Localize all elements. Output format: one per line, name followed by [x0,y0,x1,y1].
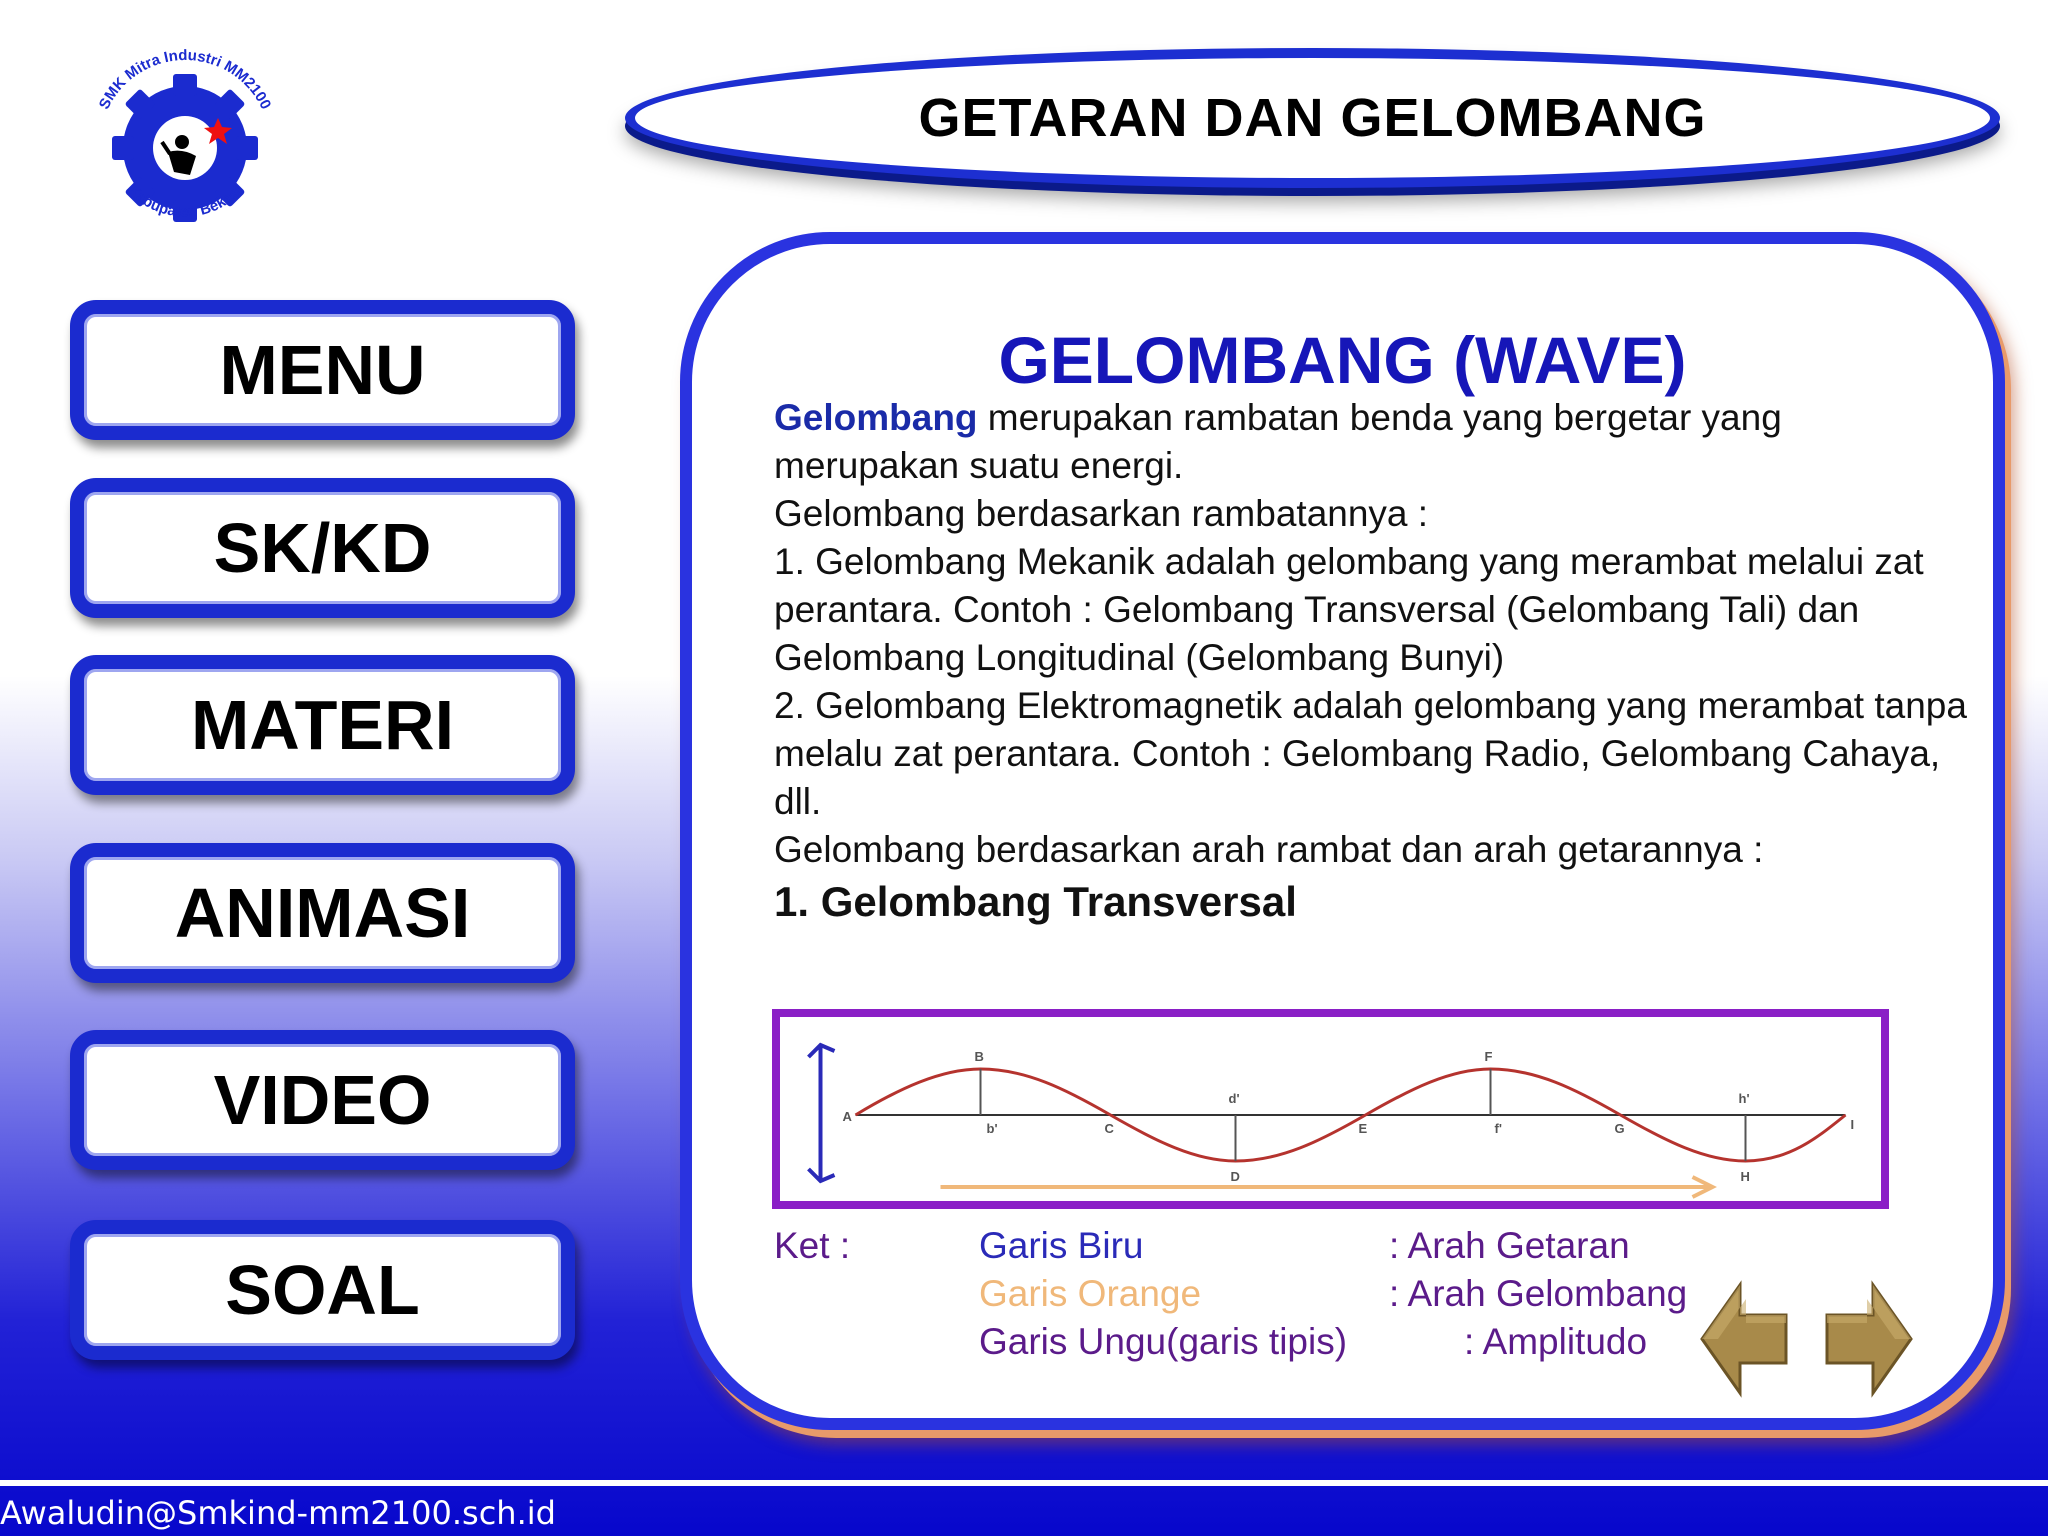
label-d-prime: d' [1228,1091,1240,1106]
label-e: E [1358,1121,1368,1136]
legend-desc: : Arah Gelombang [1389,1273,1688,1314]
svg-text:SMK Mitra Industri MM2100: SMK Mitra Industri MM2100 [95,46,275,113]
legend-ket: Ket : [774,1225,851,1266]
label-f: F [1484,1049,1493,1064]
svg-text:Kabupaten Bekasi: Kabupaten Bekasi [124,181,246,221]
page-title: GETARAN DAN GELOMBANG [918,88,1707,148]
wave-svg [780,1017,1881,1201]
intro-term: Gelombang [774,397,978,438]
label-h: H [1740,1169,1750,1184]
label-f-prime: f' [1494,1121,1502,1136]
content-panel [680,232,2005,1430]
label-i: I [1850,1117,1855,1132]
legend-name: Garis Biru [979,1225,1144,1266]
wave-direction-arrow [941,1177,1713,1197]
school-logo-icon [70,30,300,260]
footer-divider [0,1480,2048,1486]
label-h-prime: h' [1738,1091,1750,1106]
mechanical-wave-item: 1. Gelombang Mekanik adalah gelombang yang merambat melalui zat perantara. Contoh : Gelombang Transversal (Gelombang Tali) dan Gelombang Longitudinal (Gelombang Bunyi) [774,541,1924,678]
next-arrow-icon[interactable] [1820,1277,1915,1402]
intro-text: merupakan rambatan benda yang bergetar yang merupakan suatu energi. [774,397,1782,486]
footer-email: Awaludin@Smkind-mm2100.sch.id [0,1494,556,1532]
content-body [774,394,1974,926]
electromagnetic-wave-item: 2. Gelombang Elektromagnetik adalah gelombang yang merambat tanpa melalu zat perantara. Contoh : Gelombang Radio, Gelombang Cahaya, dll. [774,685,1967,822]
label-b: B [974,1049,984,1064]
soal-button[interactable]: SOAL [70,1220,575,1360]
transversal-wave-diagram [772,1009,1889,1209]
content-title: GELOMBANG (WAVE) [998,323,1687,397]
label-b-prime: b' [986,1121,998,1136]
transversal-heading: 1. Gelombang Transversal [774,878,1297,925]
header-title-banner [625,48,2000,188]
legend-name: Garis Orange [979,1273,1202,1314]
legend-desc: : Amplitudo [1464,1321,1648,1362]
sk-kd-button[interactable]: SK/KD [70,478,575,618]
vibration-direction-arrow [809,1045,835,1181]
legend-desc: : Arah Getaran [1389,1225,1630,1266]
animasi-button[interactable]: ANIMASI [70,843,575,983]
menu-button[interactable]: MENU [70,300,575,440]
intro-paragraph [774,394,1974,490]
label-c: C [1104,1121,1114,1136]
label-a: A [842,1109,852,1124]
label-d: D [1230,1169,1240,1184]
direction-heading: Gelombang berdasarkan arah rambat dan arah getarannya : [774,829,1764,870]
previous-arrow-icon[interactable] [1698,1277,1793,1402]
legend-name: Garis Ungu(garis tipis) [979,1321,1348,1362]
materi-button[interactable]: MATERI [70,655,575,795]
label-g: G [1614,1121,1625,1136]
video-button[interactable]: VIDEO [70,1030,575,1170]
propagation-heading: Gelombang berdasarkan rambatannya : [774,493,1429,534]
